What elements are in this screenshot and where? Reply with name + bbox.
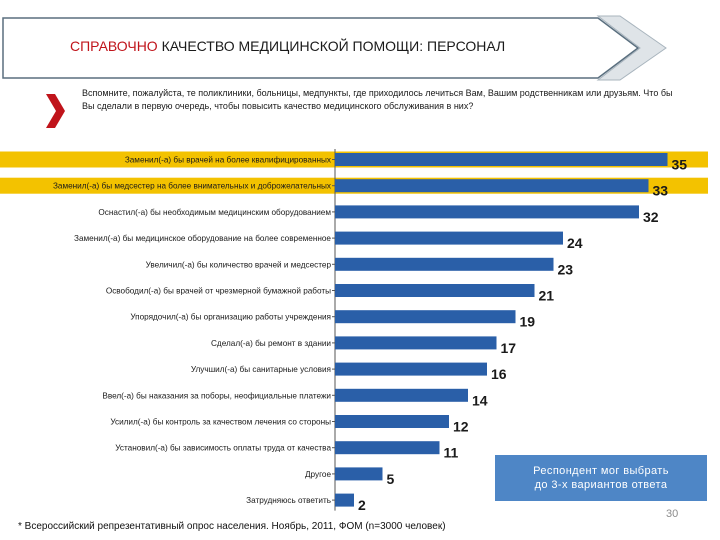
- bar: [335, 467, 383, 480]
- bar: [335, 415, 449, 428]
- bar: [335, 310, 516, 323]
- data-label: 12: [453, 418, 469, 435]
- data-label: 14: [472, 392, 488, 409]
- footnote: * Всероссийский репрезентативный опрос населения. Ноябрь, 2011, ФОМ (n=3000 человек): [18, 521, 446, 532]
- bar: [335, 441, 440, 454]
- category-label: Затрудняюсь ответить: [246, 496, 331, 506]
- data-label: 11: [443, 444, 459, 461]
- category-label: Установил(-а) бы зависимость оплаты труда от качества: [115, 443, 331, 453]
- category-label: Оснастил(-а) бы необходимым медицинским оборудованием: [98, 207, 331, 217]
- data-label: 2: [358, 497, 366, 514]
- data-label: 21: [538, 287, 555, 304]
- category-label: Освободил(-а) бы врачей от чрезмерной бумажной работы: [105, 286, 331, 296]
- bar: [335, 205, 639, 218]
- title-accent: СПРАВОЧНО: [70, 38, 158, 54]
- data-label: 35: [671, 156, 688, 173]
- category-label: Упорядочил(-а) бы организацию работы учреждения: [130, 312, 331, 322]
- page-number: 30: [666, 508, 679, 520]
- page-title: [70, 38, 505, 54]
- bar: [335, 389, 468, 402]
- bar: [335, 232, 563, 245]
- bar: [335, 153, 668, 166]
- bar: [335, 179, 649, 192]
- note-line-1: Респондент мог выбрать: [533, 465, 669, 477]
- category-label: Улучшил(-а) бы санитарные условия: [190, 365, 331, 375]
- survey-question: Вспомните, пожалуйста, те поликлиники, больницы, медпункты, где приходилось лечиться Вам, Вашим родственникам или друзьям. Что бы Вы сделали в первую очередь, чтобы повысить качество медицинского обслуживания в них?: [82, 88, 673, 111]
- data-label: 24: [567, 235, 583, 252]
- data-label: 23: [557, 261, 574, 278]
- data-label: 33: [652, 182, 669, 199]
- data-label: 32: [643, 208, 659, 225]
- data-label: 17: [500, 339, 517, 356]
- bar: [335, 284, 535, 297]
- data-label: 19: [519, 313, 536, 330]
- category-label: Заменил(-а) бы врачей на более квалифицированных: [124, 155, 331, 165]
- note-box: [495, 455, 707, 501]
- chevron-right-icon: [44, 92, 66, 130]
- title-text: КАЧЕСТВО МЕДИЦИНСКОЙ ПОМОЩИ: ПЕРСОНАЛ: [157, 38, 506, 54]
- bar: [335, 258, 554, 271]
- data-label: 16: [491, 366, 507, 383]
- category-label: Сделал(-а) бы ремонт в здании: [211, 338, 331, 348]
- note-line-2: до 3-х вариантов ответа: [534, 479, 668, 491]
- category-label: Увеличил(-а) бы количество врачей и медсестер: [145, 260, 331, 270]
- category-label: Заменил(-а) бы медицинское оборудование на более современное: [74, 234, 331, 244]
- bar: [335, 363, 487, 376]
- bar: [335, 336, 497, 349]
- category-label: Другое: [304, 469, 331, 479]
- category-label: Усилил(-а) бы контроль за качеством лечения со стороны: [110, 417, 331, 427]
- data-label: 5: [386, 470, 395, 487]
- category-label: Ввел(-а) бы наказания за поборы, неофициальные платежи: [102, 391, 331, 401]
- bar: [335, 494, 354, 507]
- category-label: Заменил(-а) бы медсестер на более внимательных и доброжелательных: [52, 181, 331, 191]
